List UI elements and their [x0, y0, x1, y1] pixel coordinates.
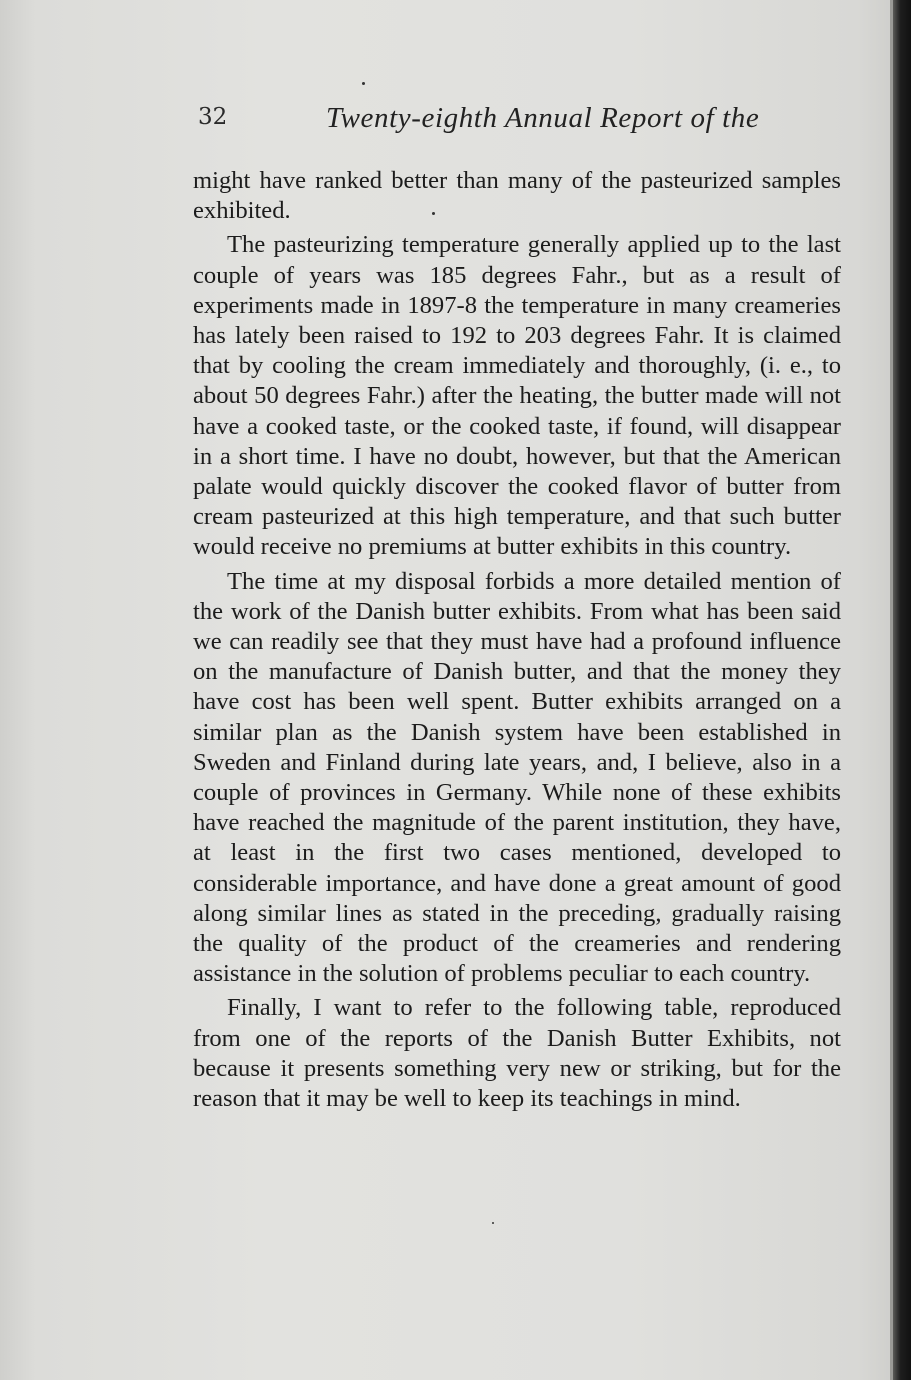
body-text: [193, 166, 841, 1118]
print-speck: [492, 1222, 494, 1224]
paragraph-pasteurizing-temperature: The pasteurizing temperature generally applied up to the last couple of years was 185 degrees Fahr., but as a result of experiments made in 1897-8 the temperature in many creameries has lately been raised to 192 to 203 degrees Fahr. It is claimed that by cooling the cream immediately and thoroughly, (i. e., to about 50 degrees Fahr.) after the heating, the butter made will not have a cooked taste, or the cooked taste, if found, will disappear in a short time. I have no doubt, however, but that the American palate would quickly discover the cooked flavor of butter from cream pasteurized at this high temperature, and that such butter would receive no premiums at butter exhibits in this country.: [193, 231, 841, 561]
paragraph-continuation: might have ranked better than many of the pasteurized samples exhibited.: [193, 167, 841, 225]
paragraph-danish-exhibits: The time at my disposal forbids a more detailed mention of the work of the Danish butter exhibits. From what has been said we can readily see that they must have had a profound influence on the manufacture of Danish butter, and that the money they have cost has been well spent. Butter exhibits arranged on a similar plan as the Danish system have been established in Sweden and Finland during late years, and, I believe, also in a couple of provinces in Germany. While none of these exhibits have reached the magnitude of the parent institution, they have, at least in the first two cases mentioned, developed to considerable importance, and have done a great amount of good along similar lines as stated in the preceding, gradually raising the quality of the product of the creameries and rendering assistance in the solution of problems peculiar to each country.: [193, 567, 841, 988]
page-header: [198, 104, 838, 144]
print-speck: [362, 82, 365, 85]
paragraph-table-reference: Finally, I want to refer to the following table, reproduced from one of the reports of the Danish Butter Exhibits, not because it presents something very new or striking, but for the reason that it may be well to keep its teachings in mind.: [193, 994, 841, 1113]
running-title: Twenty-eighth Annual Report of the: [326, 102, 760, 134]
book-spine-shadow: [893, 0, 911, 1380]
page-number: 32: [198, 104, 228, 130]
